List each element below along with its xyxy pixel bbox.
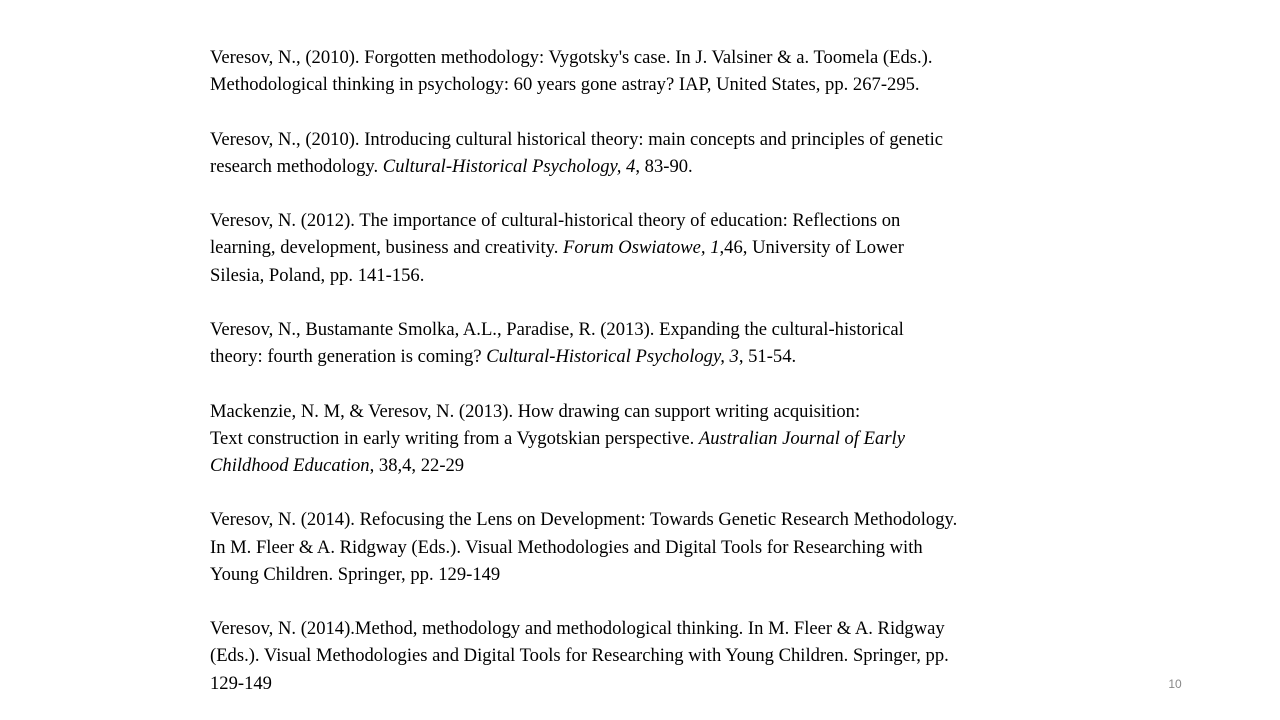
- reference-italic-text: Australian Journal of Early: [698, 427, 905, 449]
- reference-line: [210, 44, 1090, 71]
- reference-text: Young Children. Springer, pp. 129-149: [210, 563, 501, 585]
- reference-text: Veresov, N., (2010). Introducing cultural historical theory: main concepts and principles of genetic: [210, 128, 944, 150]
- reference-line: [210, 506, 1090, 533]
- reference-text: Text construction in early writing from a Vygotskian perspective.: [210, 427, 699, 449]
- reference-line: [210, 71, 1090, 98]
- reference-line: [210, 642, 1090, 669]
- reference-text: Veresov, N., (2010). Forgotten methodology: Vygotsky's case. In J. Valsiner & a. Toomela (Eds.).: [210, 47, 933, 68]
- reference-text: Methodological thinking in psychology: 60 years gone astray? IAP, United States, pp. 267-295.: [210, 74, 920, 96]
- reference-entry: [210, 506, 1090, 588]
- reference-line: [210, 534, 1090, 561]
- reference-text: Veresov, N., Bustamante Smolka, A.L., Paradise, R. (2013). Expanding the cultural-historical: [210, 318, 904, 340]
- reference-italic-text: Forum Oswiatowe, 1: [563, 237, 720, 259]
- reference-line: [210, 234, 1090, 261]
- reference-line: [210, 398, 1090, 425]
- reference-line: [210, 561, 1090, 588]
- reference-italic-text: Cultural-Historical Psychology, 4: [382, 155, 636, 177]
- reference-text: Mackenzie, N. M, & Veresov, N. (2013). How drawing can support writing acquisition:: [210, 400, 861, 422]
- reference-text: , 51-54.: [738, 346, 797, 368]
- reference-line: [210, 262, 1090, 289]
- reference-text: Veresov, N. (2014).Method, methodology and methodological thinking. In M. Fleer & A. Ridgway: [210, 618, 945, 640]
- reference-text: In M. Fleer & A. Ridgway (Eds.). Visual Methodologies and Digital Tools for Researching with: [210, 536, 923, 558]
- reference-italic-text: Childhood Education: [210, 454, 370, 476]
- reference-italic-text: Cultural-Historical Psychology, 3: [486, 346, 739, 368]
- reference-line: [210, 670, 1090, 697]
- reference-line: [210, 615, 1090, 642]
- reference-entry: [210, 126, 1090, 180]
- reference-text: Veresov, N. (2012). The importance of cultural-historical theory of education: Reflections on: [210, 210, 901, 232]
- reference-line: [210, 126, 1090, 153]
- reference-entry: [210, 207, 1090, 289]
- reference-entry: [210, 316, 1090, 370]
- reference-text: research methodology.: [210, 155, 383, 177]
- reference-entry: [210, 615, 1090, 697]
- reference-text: Silesia, Poland, pp. 141-156.: [210, 264, 425, 286]
- reference-text: Veresov, N. (2014). Refocusing the Lens on Development: Towards Genetic Research Methodology.: [210, 509, 958, 531]
- reference-text: , 38,4, 22-29: [369, 454, 465, 476]
- reference-list: [210, 44, 1090, 697]
- reference-text: , 83-90.: [635, 155, 693, 177]
- reference-text: learning, development, business and creativity.: [210, 237, 564, 259]
- reference-entry: [210, 398, 1090, 480]
- reference-line: [210, 153, 1090, 180]
- reference-text: theory: fourth generation is coming?: [210, 346, 487, 368]
- reference-text: ,46, University of Lower: [719, 237, 904, 259]
- reference-line: [210, 316, 1090, 343]
- reference-line: [210, 207, 1090, 234]
- reference-entry: [210, 44, 1090, 98]
- reference-line: [210, 425, 1090, 452]
- reference-text: 129-149: [210, 672, 272, 694]
- page-number: 10: [1168, 677, 1182, 691]
- reference-line: [210, 343, 1090, 370]
- reference-text: (Eds.). Visual Methodologies and Digital Tools for Researching with Young Children. Springer, pp.: [210, 645, 949, 667]
- reference-line: [210, 452, 1090, 479]
